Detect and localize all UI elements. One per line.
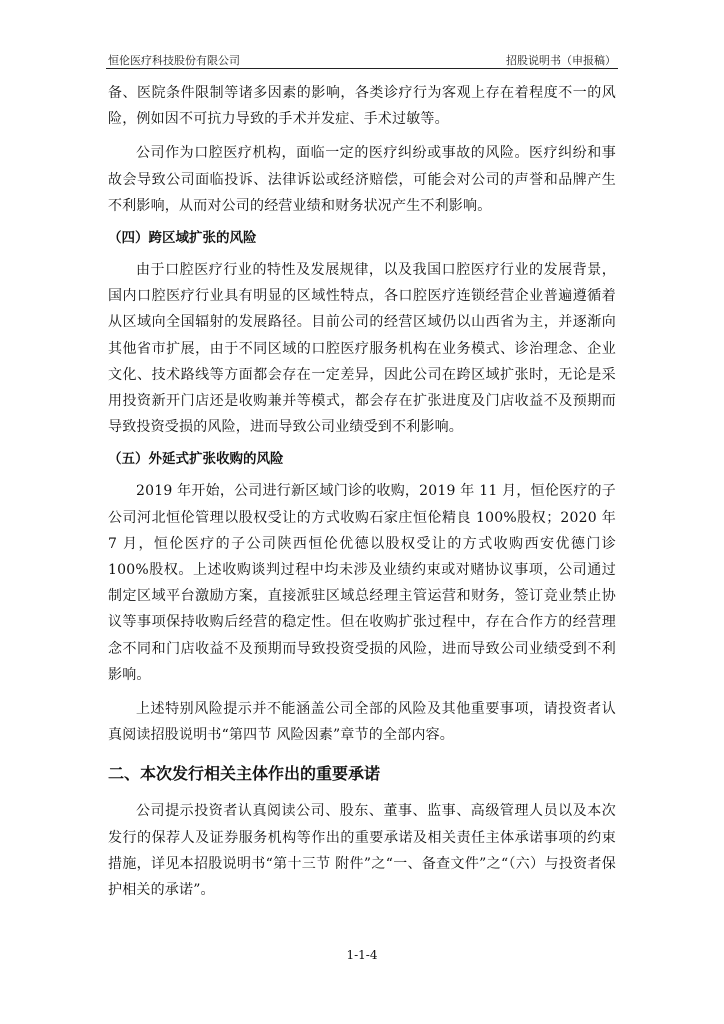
paragraph-continued: 备、医院条件限制等诸多因素的影响，各类诊疗行为客观上存在着程度不一的风险，例如因不可抗力导致的手术并发症、手术过敏等。 [108,85,616,128]
subheading-cross-region-risk: （四）跨区域扩张的风险 [108,230,257,247]
section-heading-commitments: 二、本次发行相关主体作出的重要承诺 [108,764,381,784]
paragraph-acquisition-risk: 2019 年开始，公司进行新区域门诊的收购，2019 年 11 月，恒伦医疗的子公司河北恒伦管理以股权受让的方式收购石家庄恒伦精良 100%股权；2020 年 7 月，恒伦医疗的子公司陕西恒伦优德以股权受让的方式收购西安优德门诊 100%股权。上述收购谈判过程中均未涉及业绩约束或对赌协议事项，公司通过制定区域平台激励方案，直接派驻区域总经理主管运营和财务，签订竞业禁止协议等事项保持收购后经营的稳定性。但在收购扩张过程中，存在合作方的经营理念不同和门店收益不及预期而导致投资受损的风险，进而导致公司业绩受到不利影响。 [108,483,616,683]
paragraph-commitments: 公司提示投资者认真阅读公司、股东、董事、监事、高级管理人员以及本次发行的保荐人及证券服务机构等作出的重要承诺及相关责任主体承诺事项的约束措施，详见本招股说明书“第十三节 附件”之“一、备查文件”之“（六）与投资者保护相关的承诺”。 [108,803,616,899]
header-divider [106,68,618,69]
paragraph-medical-dispute-risk: 公司作为口腔医疗机构，面临一定的医疗纠纷或事故的风险。医疗纠纷和事故会导致公司面临投诉、法律诉讼或经济赔偿，可能会对公司的声誉和品牌产生不利影响，从而对公司的经营业绩和财务状况产生不利影响。 [108,145,616,214]
page-body [108,80,616,903]
page-number: 1-1-4 [346,948,378,962]
header-document-type: 招股说明书（申报稿） [506,54,616,67]
paragraph-cross-region-risk: 由于口腔医疗行业的特性及发展规律，以及我国口腔医疗行业的发展背景，国内口腔医疗行业具有明显的区域性特点，各口腔医疗连锁经营企业普遍遵循着从区域向全国辐射的发展路径。目前公司的经营区域仍以山西省为主，并逐渐向其他省市扩展，由于不同区域的口腔医疗服务机构在业务模式、诊治理念、企业文化、技术路线等方面都会存在一定差异，因此公司在跨区域扩张时，无论是采用投资新开门店还是收购兼并等模式，都会存在扩张进度及门店收益不及预期而导致投资受损的风险，进而导致公司业绩受到不利影响。 [108,262,616,436]
paragraph-risk-disclaimer: 上述特别风险提示并不能涵盖公司全部的风险及其他重要事项，请投资者认真阅读招股说明书“第四节 风险因素”章节的全部内容。 [108,701,616,744]
subheading-acquisition-risk: （五）外延式扩张收购的风险 [108,451,284,468]
header-company-name: 恒伦医疗科技股份有限公司 [108,54,240,67]
